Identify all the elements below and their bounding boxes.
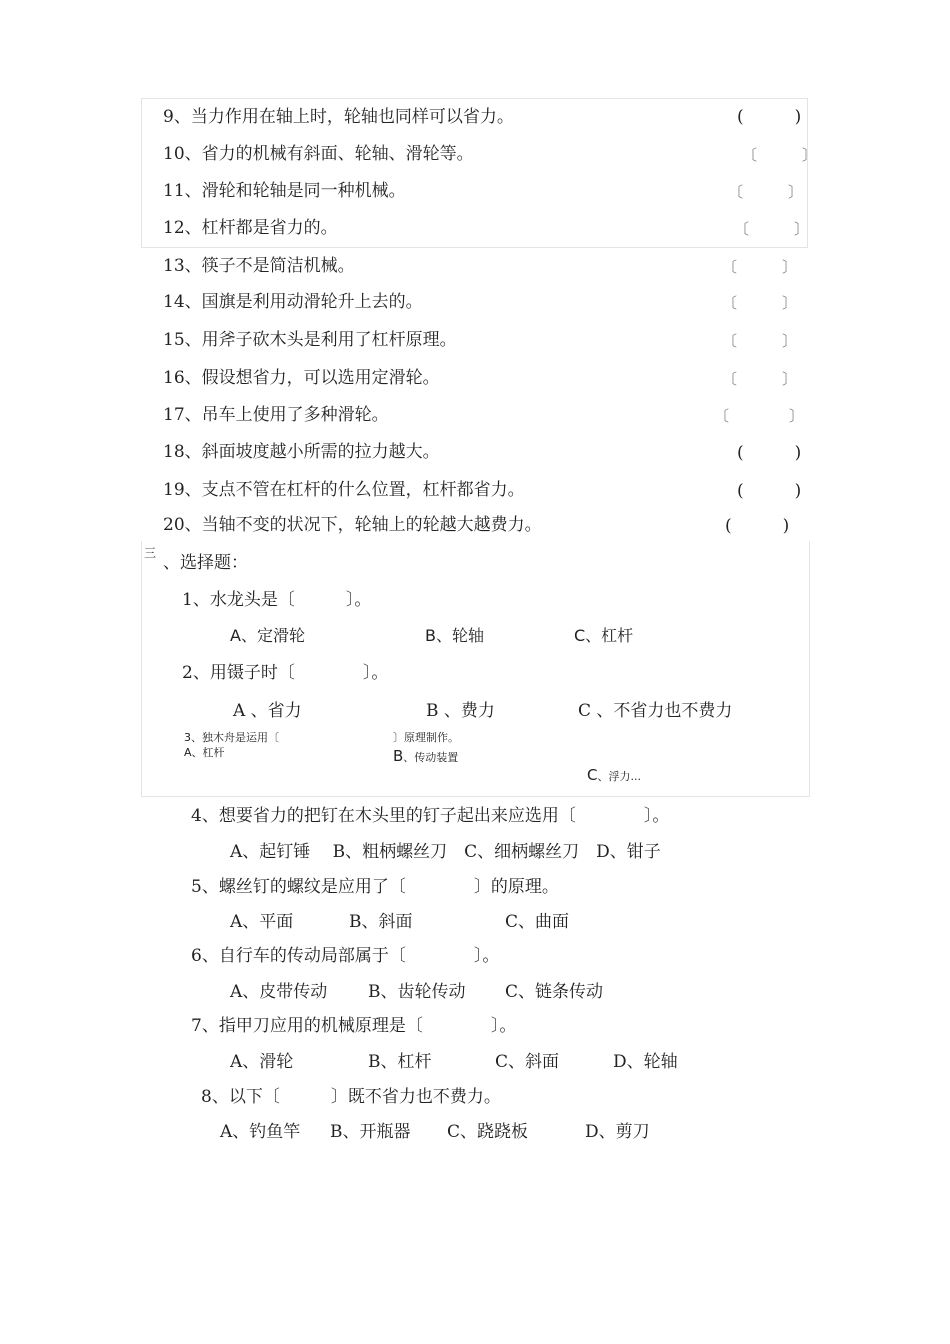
q7-option-c[interactable]: C、斜面 [495,1052,560,1072]
tf-item-15: 15、用斧子砍木头是利用了杠杆原理。 [163,330,457,350]
answer-bracket[interactable]: 〔 〕 [742,146,818,164]
q5-option-b[interactable]: B、斜面 [349,912,413,932]
q7-option-d[interactable]: D、轮轴 [613,1052,678,1072]
q4-options[interactable]: A、起钉锤 B、粗柄螺丝刀 C、细柄螺丝刀 D、钳子 [230,842,661,862]
answer-bracket[interactable]: ( ) [737,443,802,463]
q6-option-c[interactable]: C、链条传动 [505,982,604,1002]
question-6-stem: 6、自行车的传动局部属于〔 〕。 [191,946,500,966]
q3-option-b-letter: B [393,747,404,765]
tf-item-10: 10、省力的机械有斜面、轮轴、滑轮等。 [163,144,474,164]
answer-bracket[interactable]: ( ) [725,516,790,536]
q3-option-c-text: 、浮力... [597,770,641,783]
section-numeral: 三 [144,546,157,560]
section-title: 、选择题： [163,553,248,573]
q8-option-d[interactable]: D、剪刀 [585,1122,650,1142]
q1-option-a[interactable]: A、定滑轮 [230,626,305,645]
tf-item-11: 11、滑轮和轮轴是同一种机械。 [163,181,406,201]
q1-option-c[interactable]: C、杠杆 [574,626,634,645]
question-3-stem-right: 〕原理制作。 [393,731,459,744]
tf-item-16: 16、假设想省力，可以选用定滑轮。 [163,368,440,388]
tf-item-13: 13、筷子不是简洁机械。 [163,256,355,276]
q2-option-b[interactable]: B 、费力 [426,701,495,721]
tf-item-14: 14、国旗是利用动滑轮升上去的。 [163,292,423,312]
question-7-stem: 7、指甲刀应用的机械原理是〔 〕。 [191,1016,517,1036]
answer-bracket[interactable]: ( ) [737,481,802,501]
q6-option-b[interactable]: B、齿轮传动 [368,982,466,1002]
tf-item-9: 9、当力作用在轴上时，轮轴也同样可以省力。 [163,107,514,127]
q3-option-b-text: 、传动装置 [403,751,459,764]
answer-bracket[interactable]: 〔 〕 [734,220,810,238]
tf-item-18: 18、斜面坡度越小所需的拉力越大。 [163,442,440,462]
answer-bracket[interactable]: 〔 〕 [728,183,804,201]
q3-option-c-letter: C [587,766,598,784]
q7-option-a[interactable]: A、滑轮 [230,1052,294,1072]
answer-bracket[interactable]: 〔 〕 [722,370,798,388]
answer-bracket[interactable]: 〔 〕 [722,258,798,276]
answer-bracket[interactable]: ( ) [737,107,802,127]
q8-option-a[interactable]: A、钓鱼竿 [220,1122,301,1142]
answer-bracket[interactable]: 〔 〕 [722,332,798,350]
q8-option-b[interactable]: B、开瓶器 [330,1122,411,1142]
q5-option-a[interactable]: A、平面 [230,912,294,932]
q1-option-b[interactable]: B、轮轴 [425,626,484,645]
q3-option-b[interactable] [393,749,458,765]
q7-option-b[interactable]: B、杠杆 [368,1052,432,1072]
tf-item-17: 17、吊车上使用了多种滑轮。 [163,405,389,425]
q5-option-c[interactable]: C、曲面 [505,912,570,932]
answer-bracket[interactable]: 〔 〕 [714,407,805,425]
q3-option-a[interactable]: A、杠杆 [184,746,225,759]
q6-option-a[interactable]: A、皮带传动 [230,982,328,1002]
question-1-stem: 1、水龙头是〔 〕。 [182,590,372,610]
q3-option-c[interactable] [587,768,641,784]
q8-option-c[interactable]: C、跷跷板 [447,1122,529,1142]
question-3-stem-left: 3、独木舟是运用〔 [184,731,279,744]
q2-option-a[interactable]: A 、省力 [233,701,302,721]
question-2-stem: 2、用镊子时〔 〕。 [182,663,389,683]
tf-item-20: 20、当轴不变的状况下，轮轴上的轮越大越费力。 [163,515,542,535]
question-8-stem: 8、以下〔 〕既不省力也不费力。 [201,1087,501,1107]
q2-option-c[interactable]: C 、不省力也不费力 [578,701,733,721]
tf-item-12: 12、杠杆都是省力的。 [163,218,338,238]
question-4-stem: 4、想要省力的把钉在木头里的钉子起出来应选用〔 〕。 [191,806,670,826]
question-5-stem: 5、螺丝钉的螺纹是应用了〔 〕的原理。 [191,877,559,897]
tf-item-19: 19、支点不管在杠杆的什么位置，杠杆都省力。 [163,480,525,500]
answer-bracket[interactable]: 〔 〕 [722,294,798,312]
